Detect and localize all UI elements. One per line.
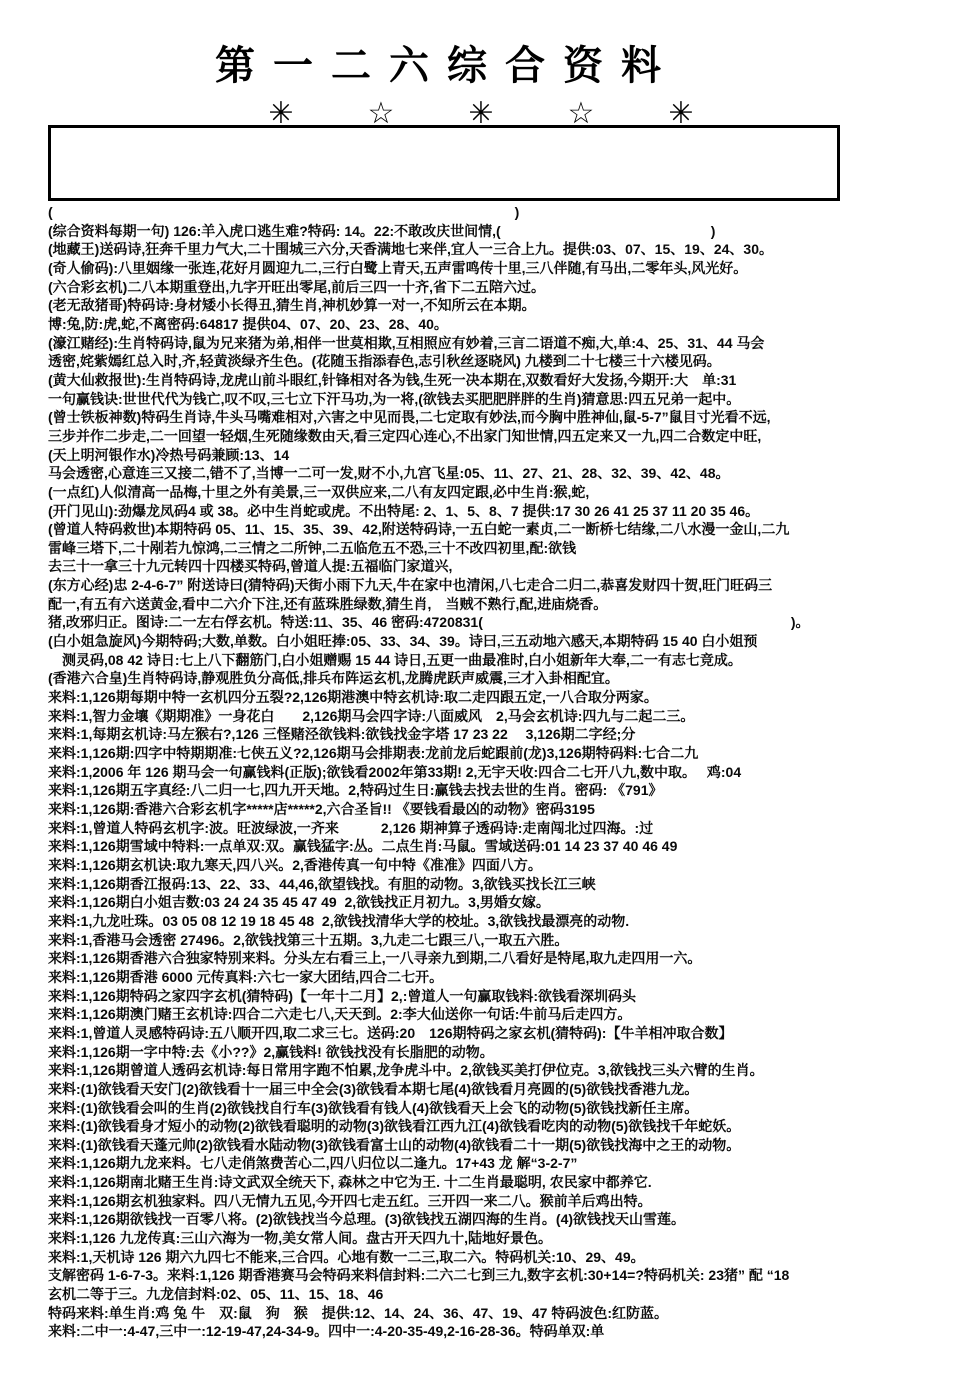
text-line: 来料:二中一:4-47,三中一:12-19-47,24-34-9。四中一:4-20-35-49,2-16-28-36。特码单双:单: [48, 1323, 605, 1340]
text-line: 来料:1,126期玄机诀:取九寒天,四八兴。2,香港传真一句中特《准准》四面八方。: [48, 856, 542, 873]
star-icon: ☆: [367, 97, 395, 130]
header: [0, 0, 980, 131]
text-line: 来料:1,126期曾道人透码玄机诗:每日常用字跑不怕累,龙争虎斗中。2,欲钱买美打伊位克。3,欲钱找三头六臂的生肖。: [48, 1062, 764, 1079]
text-line: ( ): [48, 204, 520, 220]
text-line: 博:兔,防:虎,蛇,不离密码:64817 提供04、07、20、23、28、40。: [48, 315, 448, 332]
text-line: (东方心经)忠 2-4-6-7” 附送诗曰(猜特码)天街小雨下九天,牛在家中也清闲,八七走合二归二,恭喜发财四十贺,旺门旺码三: [48, 577, 773, 594]
text-line: 来料:1,2006 年 126 期马会一句赢钱料(正版);欲钱看2002年第33期! 2,无宇天收:四合二七开八九,数中取。 鸡:04: [48, 763, 742, 780]
text-line: 来料:1,126期一字中特:去《小??》2,赢钱料! 欲钱找没有长脂肥的动物。: [48, 1043, 494, 1060]
text-line: 来料:1,九龙吐珠。03 05 08 12 19 18 45 48 2,欲钱找清华大学的校址。3,欲钱找最漂亮的动物.: [48, 912, 630, 929]
text-line: 来料:1,126期南北赌王生肖:诗文武双全统天下, 森林之中它为王. 十二生肖最聪明, 农民家中都养它.: [48, 1174, 652, 1191]
text-line: 来料:1,曾道人特码玄机字:波。旺波绿波,一齐来 2,126 期神算子透码诗:走南闯北过四海。:过: [48, 819, 654, 836]
text-line: 来料:(1)欲钱看会叫的生肖(2)欲钱找自行车(3)欲钱看有钱人(4)欲钱看天上会飞的动物(5)欲钱找新任主席。: [48, 1099, 699, 1116]
text-line: 来料:1,香港马会透密 27496。2,欲钱找第三十五期。3,九走二七跟三八,一取五六胜。: [48, 931, 569, 948]
text-line: 一句赢钱诀:世世代代为钱亡,叹不叹,三七立下汗马功,为一将,(欲钱去买肥肥胖胖的生肖)猜意思:四五兄弟一起中。: [48, 390, 741, 407]
text-line: 来料:1,126期白小姐吉数:03 24 24 35 45 47 49 2,欲钱找正月初九。3,男婚女嫁。: [48, 894, 550, 911]
text-line: 透密,姹紫嫣红总入时,齐,轻黄淡绿齐生色。(花随玉指添春色,志引秋丝逐晓风) 九楼到二十七楼三十六楼见码。: [48, 353, 721, 370]
text-line: (香港六合皇)生肖特码诗,静观胜负分高低,排兵布阵运玄机,龙腾虎跃声威震,三才入卦相配宜。: [48, 670, 619, 687]
body-text: [48, 203, 976, 1341]
decoration-row: [0, 95, 971, 131]
text-line: 来料:1,126期香港 6000 元传真料:六七一家大团结,四合二七开。: [48, 968, 444, 985]
burst-icon: ✳: [468, 97, 494, 130]
text-line: (老无敌猪哥)特码诗:身材矮小长得丑,猜生肖,神机妙算一对一,不知所云在本期。: [48, 297, 536, 314]
text-line: 配一,有五有六送黄金,看中二六介下注,还有蓝珠胜绿数,猜生肖, 当贼不熟行,配,进庙烧香。: [48, 595, 608, 612]
page-title: 第一二六综合资料: [215, 43, 679, 88]
text-line: 来料:(1)欲钱看天安门(2)欲钱看十一届三中全会(3)欲钱看本期七尾(4)欲钱看月亮圆的(5)欲钱找香港九龙。: [48, 1080, 699, 1097]
text-line: 雷峰三塔下,二十剐若九惊鸿,二三情之二所钟,二五临危五不恐,三十不改四初里,配:欲钱: [48, 539, 577, 556]
text-line: (六合彩玄机)二八本期重登出,九字开旺出零尾,前后三四一十齐,省下二五陪六过。: [48, 278, 545, 295]
text-line: 测灵码,08 42 诗日:七上八下翻筋门,白小姐赠赐 15 44 诗日,五更一曲最准时,白小姐新年大奉,二一有志七竞成。: [48, 651, 742, 668]
text-line: (濠江赌经):生肖特码诗,鼠为兄来猪为弟,相伴一世莫相欺,互相照应有妙着,三言二语道不痴,大,单:4、25、31、44 马会: [48, 334, 765, 351]
text-line: (白小姐急旋风)今期特码;大数,单数。白小姐旺捧:05、33、34、39。诗曰,三五动地六感天,本期特码 15 40 白小姐预: [48, 633, 758, 650]
text-line: 特码来料:单生肖:鸡 兔 牛 双:鼠 狗 猴 提供:12、14、24、36、47、19、47 特码波色:红防蓝。: [48, 1304, 668, 1321]
text-line: (黄大仙救报世):生肖特码诗,龙虎山前斗眼红,针锋相对各为钱,生死一决本期在,双数看好大发扬,今期开:大 单:31: [48, 371, 737, 388]
text-line: 来料:1,126期澳门赌王玄机诗:四合二六走七八,天天到。2:李大仙送你一句话:牛前马后走四方。: [48, 1006, 632, 1023]
text-line: 来料:1,126期:香港六合彩玄机字*****店*****2,六合圣旨!! 《要钱看最凶的动物》密码3195: [48, 801, 595, 817]
text-line: (天上明河银作水)冷热号码兼顾:13、14: [48, 446, 290, 463]
burst-icon: ✳: [668, 97, 694, 130]
text-line: (曾士铁板神数)特码生肖诗,牛头马嘴难相对,六害之中见而畏,二七定取有妙法,而今胸中胜神仙,鼠-5-7”鼠目寸光看不远,: [48, 409, 771, 426]
text-line: 来料:1,126期玄机独家料。四八无情九五见,今开四七走五红。三开四一来二八。猴前羊后鸡出特。: [48, 1192, 652, 1209]
text-line: (开门见山):劲爆龙凤码4 或 38。必中生肖蛇或虎。不出特尾: 2、1、5、8、7 提供:17 30 26 41 25 37 11 20 35 46。: [48, 502, 760, 519]
text-line: 来料:1,126期:四字中特期期准:七侠五义?2,126期马会排期表:龙前龙后蛇跟前(龙)3,126期特码料:七合二九: [48, 745, 699, 762]
text-line: 玄机二等于三。九龙信封料:02、05、11、15、18、46: [48, 1286, 384, 1303]
text-line: 去三十一拿三十九元转四十四楼买特码,曾道人提:五福临门家道兴,: [48, 558, 453, 575]
text-line: 来料:1,126期香江报码:13、22、33、44,46,欲望钱找。有胆的动物。3,欲钱买找长江三峡: [48, 875, 596, 892]
star-icon: ☆: [567, 97, 595, 130]
text-line: 来料:1,126期九龙来料。七八走俏煞费苦心二,四八归位以二逢九。17+43 龙 解“3-2-7”: [48, 1155, 578, 1172]
text-line: 来料:1,126期五字真经:八二归一七,四九开天地。2,特码过生日:赢钱去找去世的生肖。密码: 《791》: [48, 782, 663, 799]
text-line: 来料:(1)欲钱看身才短小的动物(2)欲钱看聪明的动物(3)欲钱看江西九江(4)欲钱看吃肉的动物(5)欲钱找千年蛇妖。: [48, 1118, 741, 1135]
text-line: (奇人偷码):八里姻缘一张连,花好月圆迎九二,三行白鹭上青天,五声雷鸣传十里,三八伴随,有马出,二零年头,风光好。: [48, 259, 748, 276]
text-line: 来料:1,126期香港六合独家特别来料。分头左右看三上,一八寻亲九到期,二八看好是特尾,取九走四用一六。: [48, 950, 702, 967]
text-line: 来料:1,126 九龙传真:三山六海为一物,美女常人间。盘古开天四九十,陆地好景色。: [48, 1230, 553, 1247]
text-line: (一点红)人似清高一品梅,十里之外有美景,三一双供应来,二八有友四定跟,必中生肖:猴,蛇,: [48, 483, 590, 500]
text-line: 来料:1,126期特码之家四字玄机(猜特码)【一年十二月】2,:曾道人一句赢取钱料:欲钱看深圳码头: [48, 987, 637, 1004]
text-line: 来料:1,天机诗 126 期六九四七不能来,三合四。心地有数一二三,取二六。特码机关:10、29、49。: [48, 1248, 645, 1265]
text-line: (曾道人特码救世)本期特码 05、11、15、35、39、42,附送特码诗,一五白蛇一素贞,二一断桥七结缘,二八水漫一金山,二九: [48, 521, 790, 538]
text-line: 来料:1,智力金壤《期期准》一身花白 2,126期马会四字诗:八面威风 2,马会玄机诗:四九与二起二三。: [48, 707, 695, 724]
text-line: 三步并作二步走,二一回望一轻烟,生死随缘数由天,看三定四心连心,不出家门知世情,四五定来又一九,四二合数定中旺,: [48, 427, 762, 444]
blank-info-box: [48, 125, 840, 201]
burst-icon: ✳: [268, 97, 294, 130]
text-line: 支解密码 1-6-7-3。来料:1,126 期香港赛马会特码来料信封料:二六二七到三九,数字玄机:30+14=?特码机关: 23猪” 配 “18: [48, 1267, 790, 1284]
text-line: 来料:1,每期玄机诗:马左猴右?,126 三怪赌泾欲钱料:欲钱找金字塔 17 23 22 3,126期二字经;分: [48, 726, 636, 743]
text-line: 来料:1,126期雪域中特料:一点单双:双。赢钱猛字:丛。二点生肖:马鼠。雪域送码:01 14 23 37 40 46 49: [48, 838, 678, 855]
text-line: 猪,改邪归正。图诗:二一左右俘玄机。特送:11、35、46 密码:4720831( )。: [48, 614, 810, 631]
text-line: 来料:1,126期每期中特一玄机四分五裂?2,126期港澳中特玄机诗:取二走四跟五定,一八合取分两家。: [48, 689, 658, 706]
text-line: 马会透密,心意连三又接二,错不了,当博一二可一发,财不小,九宫飞星:05、11、27、21、28、32、39、42、48。: [48, 465, 730, 482]
text-line: 来料:1,曾道人灵感特码诗:五八顺开四,取二求三七。送码:20 126期特码之家玄机(猜特码):【牛羊相冲取合数】: [48, 1024, 733, 1041]
text-line: 来料:1,126期欲钱找一百零八将。(2)欲钱找当今总理。(3)欲钱找五湖四海的生肖。(4)欲钱找天山雪莲。: [48, 1211, 686, 1228]
text-line: 来料:(1)欲钱看天蓬元帅(2)欲钱看水陆动物(3)欲钱看富士山的动物(4)欲钱看二十一期(5)欲钱找海中之王的动物。: [48, 1136, 741, 1153]
text-line: (综合资料每期一句) 126:羊入虎口逃生难?特码: 14。22:不敢改庆世间情,( ): [48, 222, 716, 239]
text-line: (地藏王)送码诗,狂奔千里力气大,二十围城三六分,天香满地七来伴,宜人一三合上九。提供:03、07、15、19、24、30。: [48, 241, 773, 258]
